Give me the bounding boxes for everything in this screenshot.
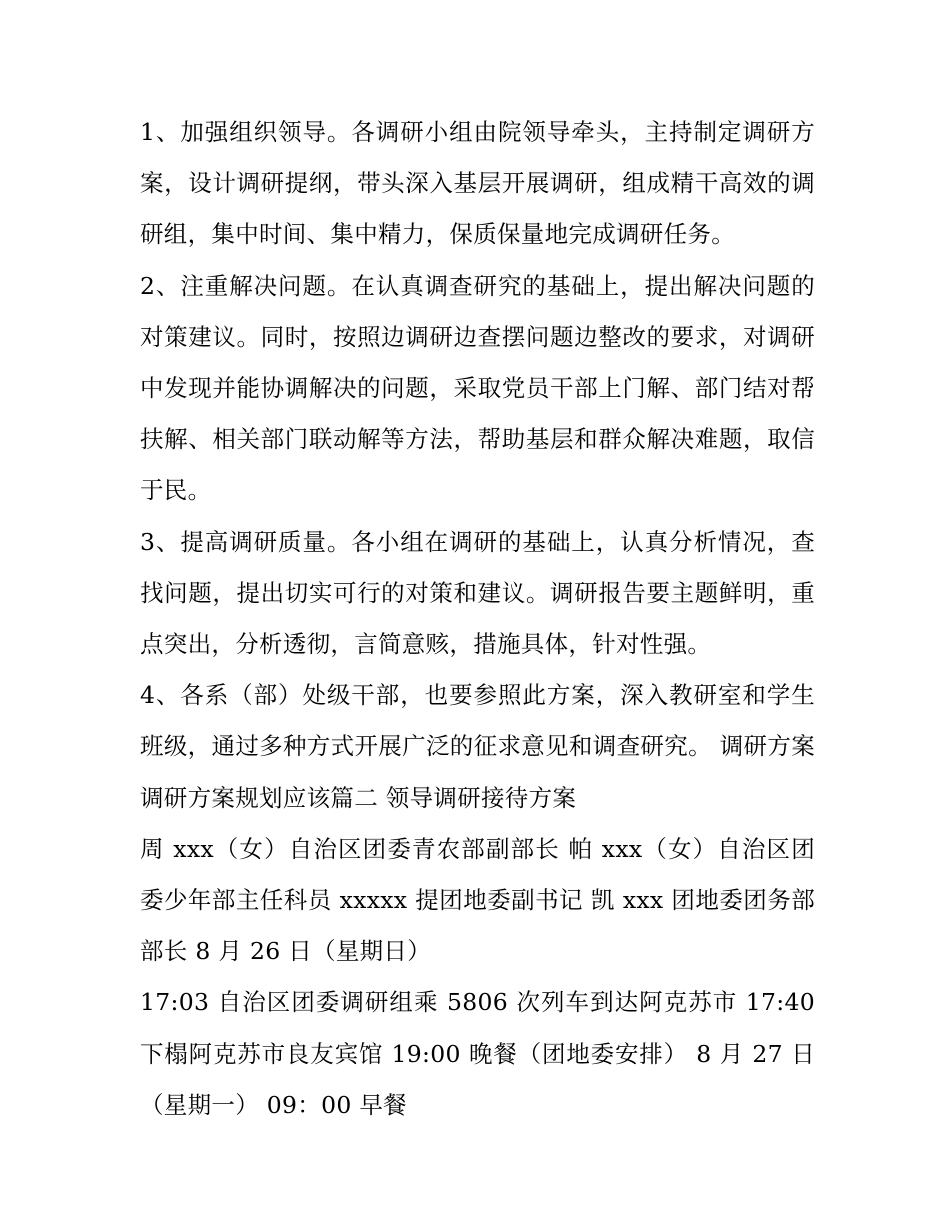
paragraph-5: 周 xxx（女）自治区团委青农部副部长 帕 xxx（女）自治区团委少年部主任科员 xxxxx 提团地委副书记 凯 xxx 团地委团务部部长 8 月 26 日（星期日） (140, 834, 815, 966)
paragraph-6: 17:03 自治区团委调研组乘 5806 次列车到达阿克苏市 17:40 下榻阿克苏市良友宾馆 19:00 晚餐（团地委安排） 8 月 27 日（星期一） 09：00 早餐 (140, 988, 815, 1119)
paragraph-2: 2、注重解决问题。在认真调查研究的基础上，提出解决问题的对策建议。同时，按照边调研边查摆问题边整改的要求，对调研中发现并能协调解决的问题，采取党员干部上门解、部门结对帮扶解、相关部门联动解等方法，帮助基层和群众解决难题，取信于民。 (140, 271, 815, 505)
paragraph-3: 3、提高调研质量。各小组在调研的基础上，认真分析情况，查找问题，提出切实可行的对策和建议。调研报告要主题鲜明，重点突出，分析透彻，言简意赅，措施具体，针对性强。 (140, 527, 815, 659)
paragraph-1: 1、加强组织领导。各调研小组由院领导牵头，主持制定调研方案，设计调研提纲，带头深入基层开展调研，组成精干高效的调研组，集中时间、集中精力，保质保量地完成调研任务。 (140, 118, 815, 249)
document-page (140, 107, 815, 1131)
paragraph-4: 4、各系（部）处级干部，也要参照此方案，深入教研室和学生班级，通过多种方式开展广泛的征求意见和调查研究。 调研方案 调研方案规划应该篇二 领导调研接待方案 (140, 681, 815, 812)
